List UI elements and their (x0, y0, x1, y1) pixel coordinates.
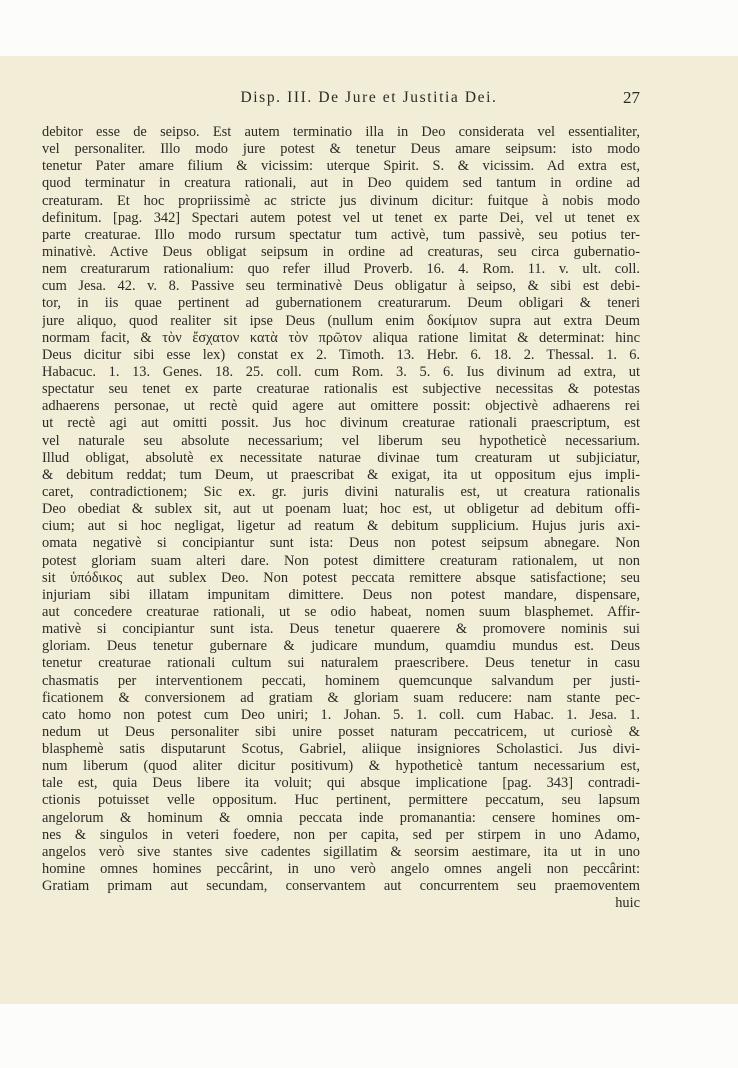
text-line: mativè si concipiantur sunt ista. Deus tenetur quaerere & promovere nominis sui (42, 621, 640, 638)
page-header (0, 89, 738, 111)
text-line: normam facit, & τὸν ἔσχατον κατὰ τὸν πρῶτον aliqua ratione limitat & determinat: hinc (42, 329, 640, 346)
text-line: definitum. [pag. 342] Spectari autem potest vel ut tenet ex parte Dei, vel ut tenet ex (42, 209, 640, 226)
text-line: parte creaturae. Illo modo rursum spectatur tum activè, tum passivè, seu potius ter- (42, 226, 640, 243)
text-line: creaturam. Et hoc propriissimè ac stricte jus divinum dicitur: fuitque à nobis modo (42, 192, 640, 209)
text-line: cium; aut si hoc negligat, ligetur ad reatum & debitum supplicium. Hujus juris axi- (42, 518, 640, 535)
text-line: homine omnes homines peccârint, in uno verò angelo omnes angeli non peccârint: (42, 861, 640, 878)
text-line: ut rectè agi aut omitti possit. Jus hoc divinum creaturae rationali praescriptum, est (42, 415, 640, 432)
text-line: sit ὑπόδικος aut sublex Deo. Non potest peccata remittere absque satisfactione; seu (42, 569, 640, 586)
text-line: omata negativè si concipiantur sunt ista: Deus non potest seipsum abnegare. Non (42, 535, 640, 552)
text-line: jure aliquo, quod realiter sit ipse Deus (nullum enim δοκίμιον supra aut extra Deum (42, 312, 640, 329)
running-title: Disp. III. De Jure et Justitia Dei. (240, 89, 498, 106)
text-line: vel personaliter. Illo modo jure potest & tenetur Deus amare seipsum: isto modo (42, 141, 640, 158)
text-line: nem creaturarum rationalium: quo refer illud Proverb. 16. 4. Rom. 11. v. ult. coll. (42, 261, 640, 278)
text-line: Illud obligat, absolutè ex necessitate naturae divinae tum creaturam ut subjiciatur, (42, 449, 640, 466)
body-text (42, 124, 640, 912)
text-line: ficationem & conversionem ad gratiam & gloriam suam reducere: nam stante pec- (42, 689, 640, 706)
text-line: nes & singulos in veteri foedere, non per capita, sed per stirpem in uno Adamo, (42, 826, 640, 843)
text-line: chasmatis per interventionem peccati, hominem quemcunque salvandum per justi- (42, 672, 640, 689)
text-line: huic (615, 895, 640, 912)
text-line: potest gloriam suam alteri dare. Non potest dimittere creaturam rationalem, ut non (42, 552, 640, 569)
text-line: cum Jesa. 42. v. 8. Passive seu terminativè Deus obligatur à seipso, & sibi est debi- (42, 278, 640, 295)
text-line: tenetur Pater amare filium & vicissim: uterque Spirit. S. & vicissim. Ad extra est, (42, 158, 640, 175)
text-line: adhaerens personae, ut rectè quid agere aut omittere possit: objectivè adhaerens rei (42, 398, 640, 415)
text-line: Gratiam primam aut secundam, conservantem aut concurrentem seu praemoventem (42, 878, 640, 895)
text-line: tenetur creaturae rationali cultum sui naturalem praescribere. Deus tenetur in casu (42, 655, 640, 672)
text-line: tale est, quia Deus libere ita voluit; qui absque implicatione [pag. 343] contradi- (42, 775, 640, 792)
book-page (0, 56, 738, 1004)
text-line: gloriam. Deus tenetur gubernare & judicare mundum, quamdiu mundus est. Deus (42, 638, 640, 655)
text-line: Habacuc. 1. 13. Genes. 18. 25. coll. cum Rom. 3. 5. 6. Ius divinum ad extra, ut (42, 363, 640, 380)
text-line: Deus dicitur sibi esse lex) constat ex 2. Timoth. 13. Hebr. 6. 18. 2. Thessal. 1. 6. (42, 346, 640, 363)
text-line: Deo obediat & sublex sit, aut ut poenam luat; hoc est, ut obligetur ad debitum offi- (42, 501, 640, 518)
text-line: cato homo non potest cum Deo uniri; 1. Johan. 5. 1. coll. cum Habac. 1. Jesa. 1. (42, 706, 640, 723)
text-line: minativè. Active Deus obligat seipsum in ordine ad creaturas, seu circa gubernatio- (42, 243, 640, 260)
text-line: num liberum (quod aliter dicitur positivum) & hypotheticè tantum necessarium est, (42, 758, 640, 775)
text-line: angelos verò sive stantes sive cadentes sigillatim & seorsim aestimare, ita ut in uno (42, 843, 640, 860)
text-line: blasphemè satis disputarunt Scotus, Gabriel, aliique insigniores Scholastici. Jus divi- (42, 741, 640, 758)
text-line: tor, in iis quae pertinent ad gubernationem creaturarum. Deum obligari & teneri (42, 295, 640, 312)
text-line: nedum ut Deus personaliter sibi unire posset naturam peccatricem, ut curiosè & (42, 723, 640, 740)
text-line: caret, contradictionem; Sic ex. gr. juris divini naturalis est, ut creatura rationalis (42, 483, 640, 500)
text-line: angelorum & hominum & omnia peccata inde promanantia: censere homines om- (42, 809, 640, 826)
text-line: injuriam sibi illatam impunitam dimittere. Deus non potest mandare, dispensare, (42, 586, 640, 603)
text-line: aut concedere creaturae rationali, ut se odio habeat, nomen suum blasphemet. Affir- (42, 603, 640, 620)
text-line: & debitum reddat; tum Deum, ut praescribat & exigat, ita ut oppositum ejus impli- (42, 466, 640, 483)
text-line: vel naturale seu absolute necessarium; vel liberum seu hypotheticè necessarium. (42, 432, 640, 449)
text-line: ctionis potuisset velle oppositum. Huc pertinent, permittere peccatum, seu lapsum (42, 792, 640, 809)
text-line: debitor esse de seipso. Est autem terminatio illa in Deo considerata vel essentialiter, (42, 124, 640, 140)
page-number: 27 (623, 88, 640, 107)
text-line: quod terminatur in creatura rationali, aut in Deo quidem sed tantum in ordine ad (42, 175, 640, 192)
text-line: spectatur seu tenet ex parte creaturae rationalis est subjective necessitas & potestas (42, 381, 640, 398)
